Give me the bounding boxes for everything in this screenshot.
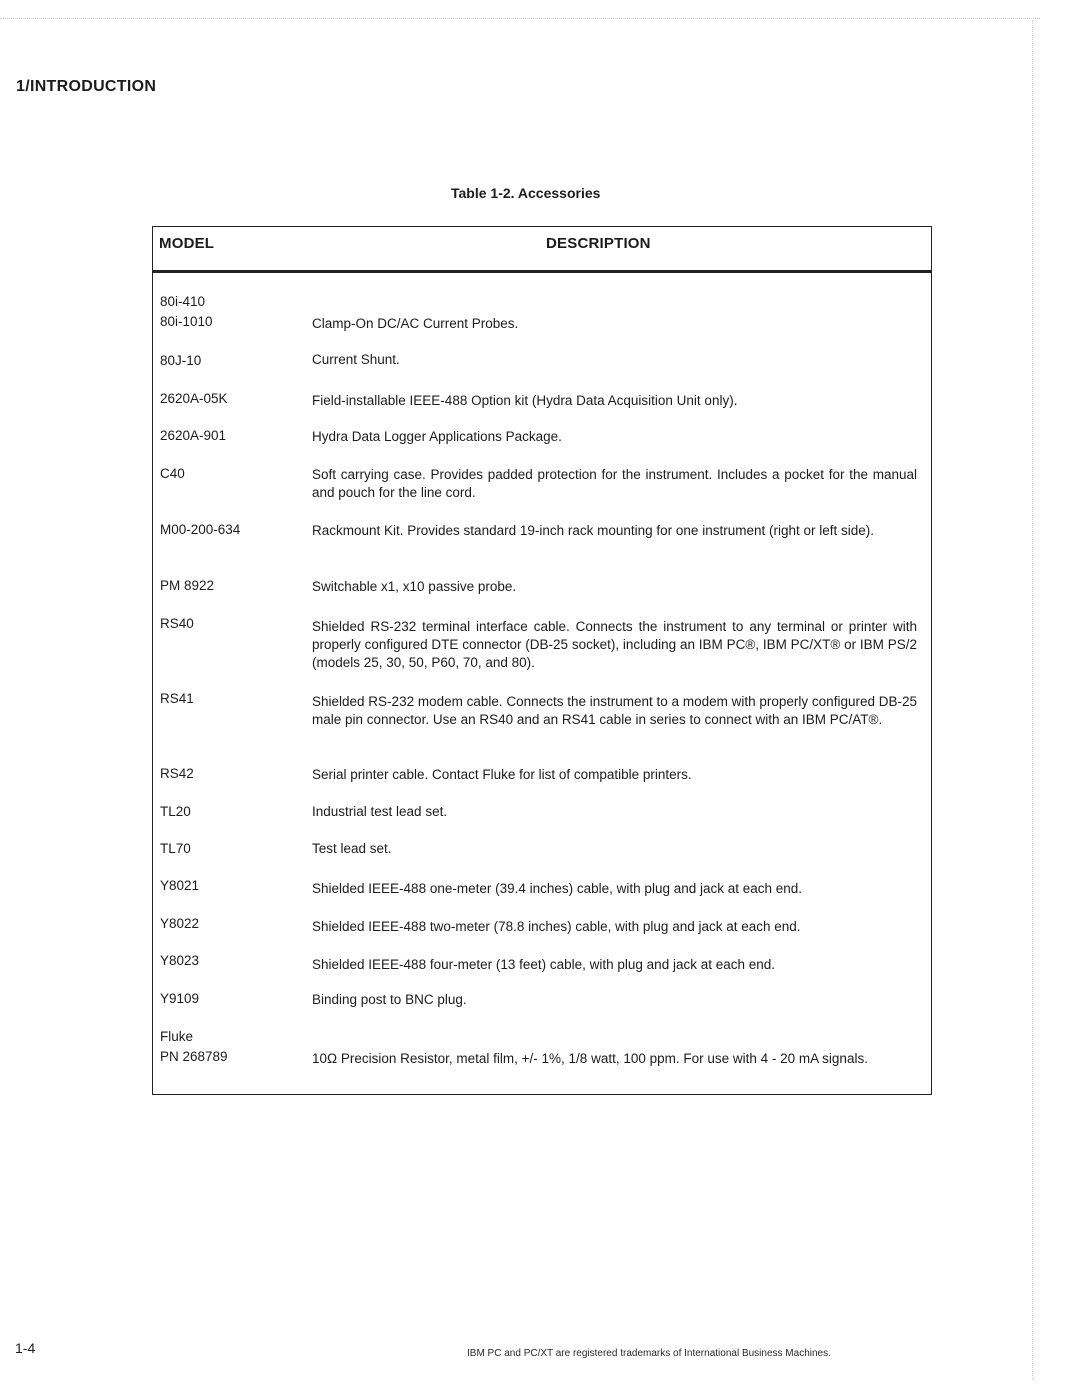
row-description: Rackmount Kit. Provides standard 19-inch rack mounting for one instrument (right or left side). <box>312 523 875 538</box>
row-description: Shielded IEEE-488 two-meter (78.8 inches) cable, with plug and jack at each end. <box>312 919 801 934</box>
row-model: Fluke PN 268789 <box>160 1029 228 1064</box>
row-description: Industrial test lead set. <box>312 804 448 819</box>
row-description: Binding post to BNC plug. <box>312 992 467 1007</box>
row-model: RS41 <box>160 691 194 706</box>
row-description: Field-installable IEEE-488 Option kit (Hydra Data Acquisition Unit only). <box>312 393 738 408</box>
row-description: Switchable x1, x10 passive probe. <box>312 579 517 594</box>
section-title: 1/INTRODUCTION <box>16 78 157 95</box>
row-model: 2620A-901 <box>160 428 227 443</box>
row-description: Clamp-On DC/AC Current Probes. <box>312 316 519 331</box>
accessories-table <box>152 226 932 1095</box>
row-description: Shielded IEEE-488 four-meter (13 feet) cable, with plug and jack at each end. <box>312 957 776 972</box>
row-description: Soft carrying case. Provides padded protection for the instrument. Includes a pocket for the manual and pouch for the line cord. <box>312 467 917 500</box>
row-model: TL20 <box>160 804 191 819</box>
page-number: 1-4 <box>15 1340 36 1356</box>
header-model: MODEL <box>159 235 215 252</box>
row-model: C40 <box>160 466 185 481</box>
row-description: Shielded IEEE-488 one-meter (39.4 inches) cable, with plug and jack at each end. <box>312 881 803 896</box>
row-model: M00-200-634 <box>160 522 241 537</box>
row-model: Y8022 <box>160 916 200 931</box>
row-description: Serial printer cable. Contact Fluke for list of compatible printers. <box>312 767 692 782</box>
row-description: Shielded RS-232 terminal interface cable. Connects the instrument to any terminal or printer with properly configured DTE connector (DB-25 socket), including an IBM PC®, IBM PC/XT® or IBM PS/2 (models 25, 30, 50, P60, 70, and 80). <box>312 619 917 670</box>
row-model: 80i-410 80i-1010 <box>160 294 213 329</box>
row-model: RS42 <box>160 766 194 781</box>
row-model: Y8023 <box>160 953 200 968</box>
header-description: DESCRIPTION <box>546 235 651 252</box>
row-model: PM 8922 <box>160 578 215 593</box>
table-header <box>153 227 931 273</box>
row-description: Shielded RS-232 modem cable. Connects the instrument to a modem with properly configured DB-25 male pin connector. Use an RS40 and an RS41 cable in series to connect with an IBM PC/AT®. <box>312 694 917 727</box>
row-description: Current Shunt. <box>312 352 400 367</box>
trademark-footnote: IBM PC and PC/XT are registered trademarks of International Business Machines. <box>467 1348 831 1359</box>
row-model: Y9109 <box>160 991 200 1006</box>
row-model: Y8021 <box>160 878 200 893</box>
row-description: Test lead set. <box>312 841 392 856</box>
top-dotted-rule <box>0 18 1040 19</box>
row-model: TL70 <box>160 841 191 856</box>
row-model: RS40 <box>160 616 194 631</box>
row-model: 80J-10 <box>160 353 202 368</box>
row-description: 10Ω Precision Resistor, metal film, +/- 1%, 1/8 watt, 100 ppm. For use with 4 - 20 mA signals. <box>312 1051 868 1066</box>
right-margin-rule <box>1032 20 1033 1380</box>
row-model: 2620A-05K <box>160 391 228 406</box>
table-caption: Table 1-2. Accessories <box>451 185 601 201</box>
row-description: Hydra Data Logger Applications Package. <box>312 429 562 444</box>
